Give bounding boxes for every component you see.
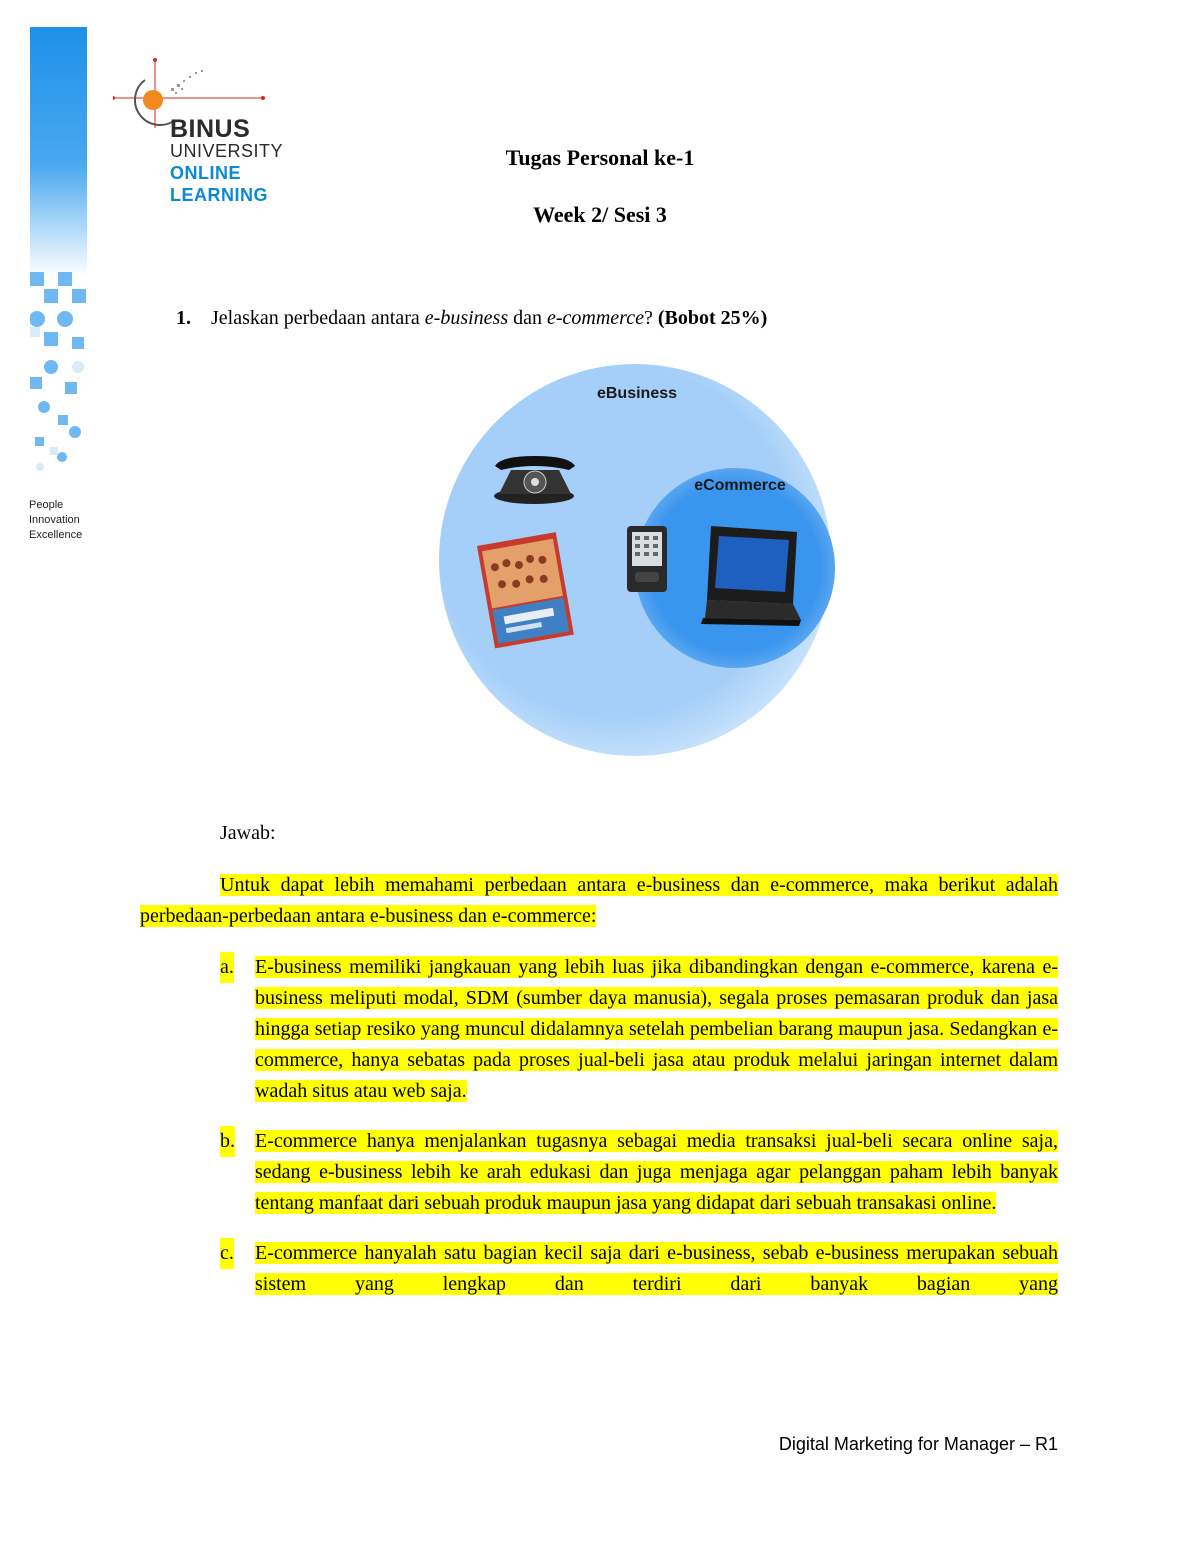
tagline bbox=[29, 498, 82, 543]
question-term-ecommerce: e-commerce bbox=[547, 307, 644, 329]
list-item-text: E-commerce hanyalah satu bagian kecil saja dari e-business, sebab e-business merupakan sebuah sistem yang lengkap dan terdiri dari banyak bagian yang bbox=[255, 1242, 1058, 1295]
list-item-marker: b. bbox=[220, 1126, 235, 1157]
question-term-ebusiness: e-business bbox=[424, 307, 509, 329]
document-title: Tugas Personal ke-1 bbox=[505, 145, 695, 170]
question-mid: dan bbox=[508, 307, 547, 329]
pda-icon bbox=[627, 526, 667, 592]
question-1 bbox=[176, 307, 767, 330]
question-number: 1. bbox=[176, 307, 191, 329]
list-item-text: E-business memiliki jangkauan yang lebih luas jika dibandingkan dengan e-commerce, karena e-business meliputi modal, SDM (sumber daya manusia), segala proses pemasaran produk dan jasa hingga setiap resiko yang muncul didalamnya setelah pembelian barang maupun jasa. Sedangkan e-commerce, hanya sebatas pada proses jual-beli jasa atau produk melalui jaringan internet dalam wadah situs atau web saja. bbox=[255, 956, 1058, 1102]
logo-learning: LEARNING bbox=[170, 185, 268, 205]
footer-course: Digital Marketing for Manager – R1 bbox=[778, 1434, 1058, 1454]
list-item-marker: a. bbox=[220, 952, 234, 983]
ebusiness-label: eBusiness bbox=[596, 385, 678, 402]
document-subtitle: Week 2/ Sesi 3 bbox=[533, 202, 667, 227]
logo-binus: BINUS bbox=[170, 115, 251, 143]
question-prefix: Jelaskan perbedaan antara bbox=[211, 307, 425, 329]
question-weight: (Bobot 25%) bbox=[657, 307, 768, 329]
list-item-marker: c. bbox=[220, 1238, 234, 1269]
list-item bbox=[220, 1126, 1058, 1219]
answer-intro-text: Untuk dapat lebih memahami perbedaan antara e-business dan e-commerce, maka berikut adalah perbedaan-perbedaan antara e-business dan e-commerce: bbox=[140, 874, 1058, 927]
logo-university: UNIVERSITY bbox=[170, 141, 284, 161]
list-item-text: E-commerce hanya menjalankan tugasnya sebagai media transaksi jual-beli secara online saja, sedang e-business lebih ke arah edukasi dan juga menjaga agar pelanggan paham lebih banyak tentang manfaat dari sebuah produk maupun jasa yang didapat dari sebuah transakasi online. bbox=[255, 1130, 1058, 1214]
tagline-people: People bbox=[29, 499, 64, 511]
ecommerce-label: eCommerce bbox=[694, 477, 786, 494]
logo-online: ONLINE bbox=[170, 163, 242, 183]
question-suffix: ? bbox=[643, 307, 658, 329]
tagline-excellence: Excellence bbox=[29, 529, 83, 541]
ebusiness-ecommerce-diagram bbox=[437, 360, 837, 760]
laptop-icon bbox=[701, 526, 801, 626]
decorative-side-strip bbox=[30, 27, 87, 472]
tagline-innovation: Innovation bbox=[29, 514, 80, 526]
answer-label: Jawab: bbox=[220, 822, 276, 844]
list-item bbox=[220, 952, 1058, 1107]
list-item bbox=[220, 1238, 1058, 1300]
telephone-icon bbox=[494, 456, 575, 504]
answer-list bbox=[220, 952, 1058, 1319]
answer-intro bbox=[140, 870, 1058, 932]
